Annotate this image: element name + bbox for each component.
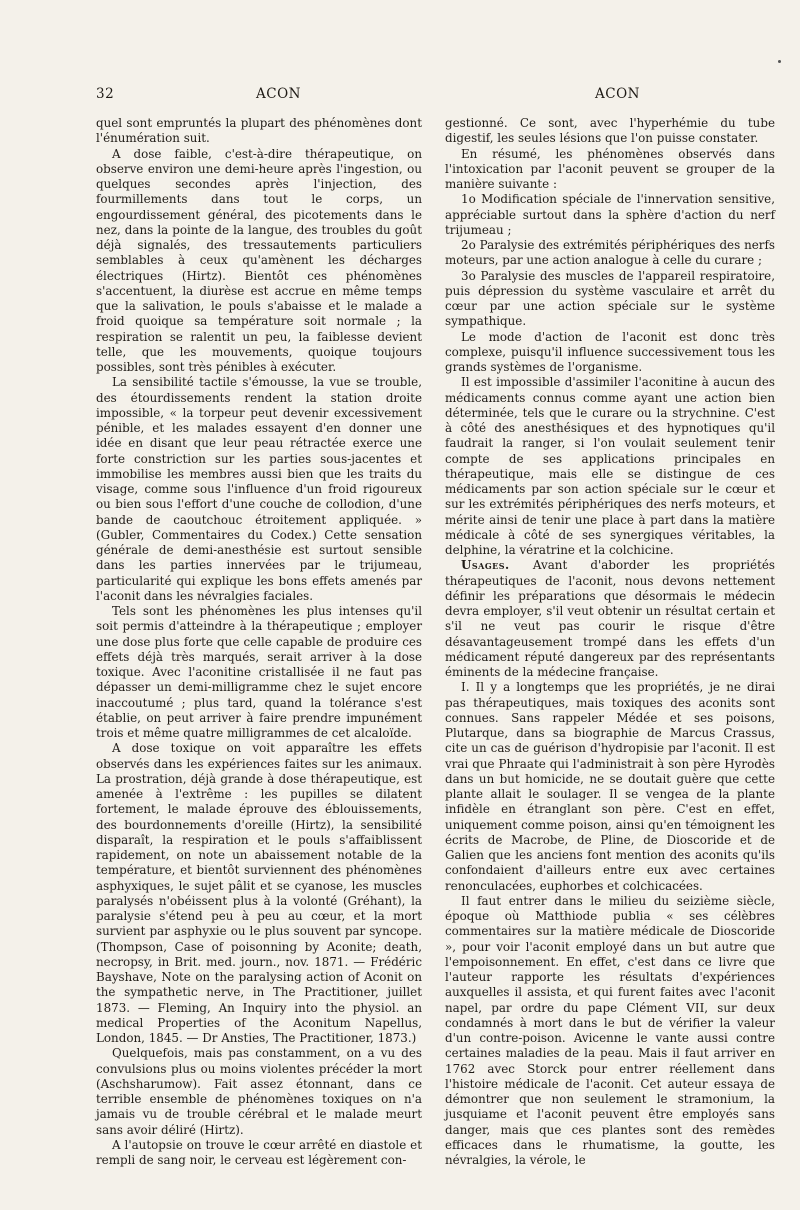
paragraph: Le mode d'action de l'aconit est donc très complexe, puisqu'il influence successivement tous les grands systèmes de l'organisme. bbox=[445, 329, 775, 374]
paragraph: gestionné. Ce sont, avec l'hyperhémie du tube digestif, les seules lésions que l'on puisse constater. bbox=[445, 116, 775, 146]
list-item: 3o Paralysie des muscles de l'appareil respiratoire, puis dépression du système vasculaire et arrêt du cœur par une action spéciale sur le système sympathique. bbox=[445, 268, 775, 329]
paragraph: Il est impossible d'assimiler l'aconitine à aucun des médicaments connus comme ayant une action bien déterminée, tels que le curare ou la strychnine. C'est à côté des anesthésiques et des hypnotiques qu'il faudrait la ranger, si l'on voulait seulement tenir compte de ses applications principales en thérapeutique, mais elle se distingue de ces médicaments par son action spéciale sur le cœur et sur les extrémités périphériques des nerfs moteurs, et mérite ainsi de tenir une place à part dans la matière médicale à côté de ses synergiques véritables, la delphine, la vératrine et la colchicine. bbox=[445, 375, 775, 557]
header-title-left: ACON bbox=[256, 86, 301, 102]
usages-heading: Usages. bbox=[461, 558, 510, 573]
paragraph: Il faut entrer dans le milieu du seizième siècle, époque où Matthiode publia « ses célèbres commentaires sur la matière médicale de Dioscoride », pour voir l'aconit employé dans un but autre que l'empoisonnement. En effet, c'est dans ce livre que l'auteur rapporte les résultats d'expériences auxquelles il assista, et qui furent faites avec l'aconit napel, par ordre du pape Clément VII, sur deux condamnés à mort dans le but de vérifier la valeur d'un contre-poison. Avicenne le vante aussi contre certaines maladies de la peau. Mais il faut arriver en 1762 avec Storck pour entrer réellement dans l'histoire médicale de l'aconit. Cet auteur essaya de démontrer que non seulement le stramonium, la jusquiame et l'aconit peuvent être employés sans danger, mais que ces plantes sont des remèdes efficaces dans le rhumatisme, la goutte, les névralgies, la vérole, le bbox=[445, 893, 775, 1167]
left-column bbox=[96, 116, 422, 1168]
list-item: 2o Paralysie des extrémités périphériques des nerfs moteurs, par une action analogue à celle du curare ; bbox=[445, 238, 775, 268]
print-speck bbox=[778, 60, 781, 63]
paragraph: quel sont empruntés la plupart des phénomènes dont l'énumération suit. bbox=[96, 116, 422, 146]
paragraph: A l'autopsie on trouve le cœur arrêté en diastole et rempli de sang noir, le cerveau est légèrement con- bbox=[96, 1137, 422, 1167]
header-title-right: ACON bbox=[595, 86, 640, 102]
page-number: 32 bbox=[96, 86, 115, 102]
list-item: 1o Modification spéciale de l'innervation sensitive, appréciable surtout dans la sphère d'action du nerf trijumeau ; bbox=[445, 192, 775, 237]
usages-text: Avant d'aborder les propriétés thérapeutiques de l'aconit, nous devons nettement définir les préparations que désormais le médecin devra employer, s'il veut obtenir un résultat certain et s'il ne veut pas courir le risque d'être désavantageusement trompé dans les effets d'un médicament réputé dangereux par des représentants éminents de la médecine française. bbox=[445, 558, 775, 679]
right-column bbox=[445, 116, 775, 1168]
usages-paragraph bbox=[445, 558, 775, 680]
paragraph: La sensibilité tactile s'émousse, la vue se trouble, des étourdissements rendent la station droite impossible, « la torpeur peut devenir excessivement pénible, et les malades essayent d'en donner une idée en disant que leur peau rétractée exerce une forte constriction sur les parties sous-jacentes et immobilise les membres aussi bien que les traits du visage, comme sous l'influence d'un froid rigoureux ou bien sous l'effort d'une couche de collodion, d'une bande de caoutchouc étroitement appliquée. » (Gubler, Commentaires du Codex.) Cette sensation générale de demi-anesthésie est surtout sensible dans les parties innervées par le trijumeau, particularité qui explique les bons effets amenés par l'aconit dans les névralgies faciales. bbox=[96, 375, 422, 603]
paragraph: En résumé, les phénomènes observés dans l'intoxication par l'aconit peuvent se grouper de la manière suivante : bbox=[445, 146, 775, 191]
paragraph: Tels sont les phénomènes les plus intenses qu'il soit permis d'atteindre à la thérapeutique ; employer une dose plus forte que celle capable de produire ces effets déjà très marqués, serait arriver à la dose toxique. Avec l'aconitine cristallisée il ne faut pas dépasser un demi-milligramme chez le sujet encore inaccoutumé ; plus tard, quand la tolérance s'est établie, on peut arriver à faire prendre impunément trois et même quatre milligrammes de cet alcaloïde. bbox=[96, 604, 422, 740]
paragraph: I. Il y a longtemps que les propriétés, je ne dirai pas thérapeutiques, mais toxiques des aconits sont connues. Sans rappeler Médée et ses poisons, Plutarque, dans sa biographie de Marcus Crassus, cite un cas de guérison d'hydropisie par l'aconit. Il est vrai que Phraate qui l'administrait à son père Hyrodès dans un but homicide, ne se doutait guère que cette plante allait le soulager. Il se vengea de la plante infidèle en étranglant son père. C'est en effet, uniquement comme poison, ainsi qu'en témoignent les écrits de Macrobe, de Pline, de Dioscoride et de Galien que les anciens font mention des aconits qu'ils confondaient d'ailleurs entre eux avec certaines renonculacées, euphorbes et colchicacées. bbox=[445, 680, 775, 893]
paragraph: A dose toxique on voit apparaître les effets observés dans les expériences faites sur les animaux. La prostration, déjà grande à dose thérapeutique, est amenée à l'extrême : les pupilles se dilatent fortement, le malade éprouve des éblouissements, des bourdonnements d'oreille (Hirtz), la sensibilité disparaît, la respiration et le pouls s'affaiblissent rapidement, on note un abaissement notable de la température, et bientôt surviennent des phénomènes asphyxiques, le sujet pâlit et se cyanose, les muscles paralysés n'obéissent plus à la volonté (Gréhant), la paralysie s'étend peu à peu au cœur, et la mort survient par asphyxie ou le plus souvent par syncope. (Thompson, Case of poisonning by Aconite; death, necropsy, in Brit. med. journ., nov. 1871. — Frédéric Bayshave, Note on the paralysing action of Aconit on the sympathetic nerve, in The Practitioner, juillet 1873. — Fleming, An Inquiry into the physiol. an medical Properties of the Aconitum Napellus, London, 1845. — Dr Ansties, The Practitioner, 1873.) bbox=[96, 741, 422, 1045]
paragraph: A dose faible, c'est-à-dire thérapeutique, on observe environ une demi-heure après l'ingestion, ou quelques secondes après l'injection, des fourmillements dans tout le corps, un engourdissement général, des picotements dans le nez, dans la pointe de la langue, des troubles du goût déjà signalés, des tressautements particuliers semblables à ceux qu'amènent les décharges électriques (Hirtz). Bientôt ces phénomènes s'accentuent, la diurèse est accrue en même temps que la salivation, le pouls s'abaisse et le malade a froid quoique sa température soit normale ; la respiration se ralentit un peu, la faiblesse devient telle, que les mouvements, quoique toujours possibles, sont très pénibles à exécuter. bbox=[96, 146, 422, 374]
paragraph: Quelquefois, mais pas constamment, on a vu des convulsions plus ou moins violentes précéder la mort (Aschsharumow). Fait assez étonnant, dans ce terrible ensemble de phénomènes toxiques on n'a jamais vu de trouble cérébral et le malade meurt sans avoir déliré (Hirtz). bbox=[96, 1046, 422, 1137]
running-header bbox=[0, 86, 800, 108]
